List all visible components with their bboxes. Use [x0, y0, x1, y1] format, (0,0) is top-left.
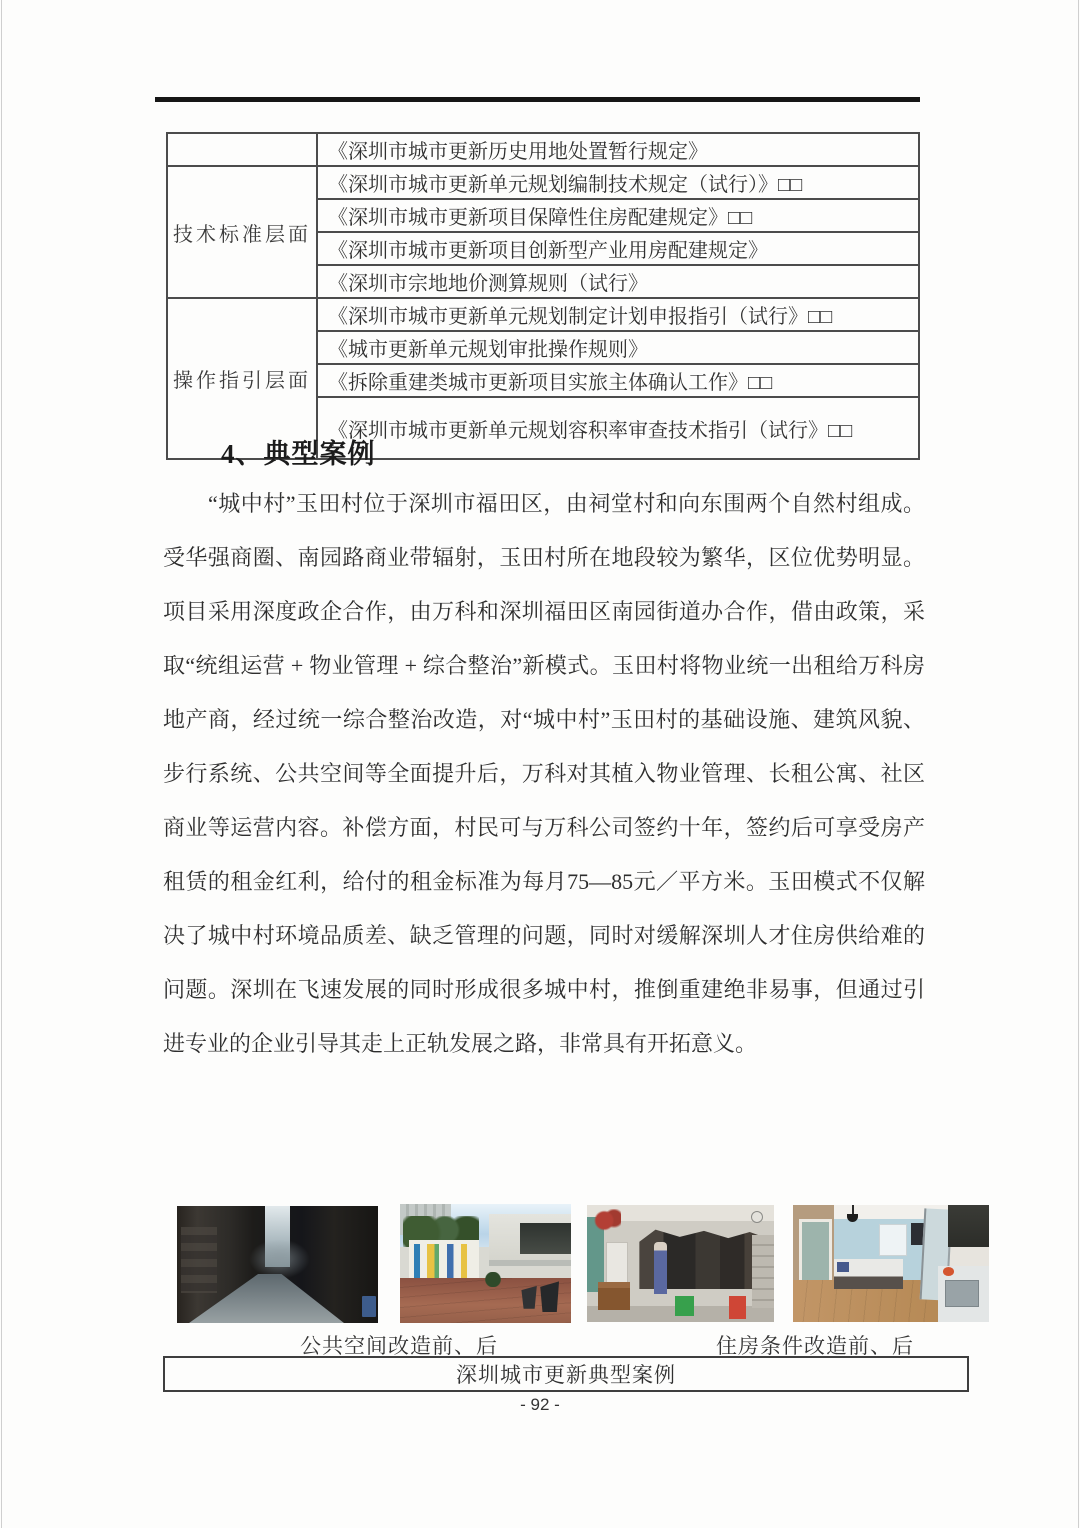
photo-red-decor: [593, 1209, 621, 1232]
photo-alley-glow: [249, 1239, 309, 1279]
photo-green-stool: [675, 1296, 694, 1316]
photo-wood-table: [598, 1282, 630, 1310]
photo-pergola: [520, 1223, 571, 1254]
table-label-technical-standards: 技术标准层面: [167, 166, 317, 298]
table-cell: 《深圳市城市更新项目保障性住房配建规定》□□: [317, 199, 919, 232]
photo-public-space-before: [177, 1206, 378, 1323]
caption-public-space: 公共空间改造前、后: [300, 1334, 498, 1358]
figure-title-box: 深圳城市更新典型案例: [163, 1356, 969, 1392]
table-cell: 《深圳市城市更新单元规划容积率审查技术指引（试行》□□: [317, 397, 919, 459]
photo-window: [879, 1224, 906, 1256]
photo-red-item: [943, 1267, 954, 1276]
policy-table: [166, 132, 920, 460]
photo-blue-bin: [362, 1296, 376, 1317]
page-number: - 92 -: [520, 1395, 560, 1414]
table-row: [167, 298, 919, 331]
photo-housing-before: [587, 1205, 774, 1322]
section-heading: 4、典型案例: [221, 439, 376, 469]
photo-housing-after: [793, 1205, 989, 1322]
header-rule: [155, 97, 920, 102]
table-cell: 《深圳市城市更新单元规划制定计划申报指引（试行》□□: [317, 298, 919, 331]
table-cell: 《深圳市城市更新项目创新型产业用房配建规定》: [317, 232, 919, 265]
photo-pillow: [837, 1262, 849, 1272]
photo-wall-clock: [751, 1211, 763, 1223]
photo-shelf: [752, 1235, 774, 1308]
photo-person: [654, 1242, 667, 1293]
scan-edge-left: [1, 0, 2, 1528]
photo-plant: [482, 1272, 504, 1287]
table-label-empty: [167, 133, 317, 166]
photo-left-wall-panels: [181, 1227, 217, 1293]
table-row: [167, 166, 919, 199]
scan-edge-right: [1078, 0, 1079, 1528]
table-label-operation-guidelines: 操作指引层面: [167, 298, 317, 459]
photo-public-space-after: [400, 1204, 571, 1323]
photo-red-stool: [729, 1296, 746, 1318]
caption-housing: 住房条件改造前、后: [716, 1334, 914, 1358]
table-cell: 《深圳市城市更新历史用地处置暂行规定》: [317, 133, 919, 166]
table-cell: 《深圳市宗地地价测算规则（试行》: [317, 265, 919, 298]
table-cell: 《拆除重建类城市更新项目实旅主体确认工作》□□: [317, 364, 919, 397]
table-row: [167, 133, 919, 166]
photo-sink-counter: [938, 1266, 989, 1322]
table-cell: 《城市更新单元规划审批操作规则》: [317, 331, 919, 364]
photo-dark-shelf: [948, 1205, 989, 1247]
table-cell: 《深圳市城市更新单元规划编制技术规定（试行）》□□: [317, 166, 919, 199]
photo-sink: [945, 1280, 979, 1307]
photo-bed: [834, 1259, 903, 1289]
body-paragraph: “城中村”玉田村位于深圳市福田区，由祠堂村和向东围两个自然村组成。受华强商圈、南园路商业带辐射，玉田村所在地段较为繁华，区位优势明显。项目采用深度政企合作，由万科和深圳福田区南园街道办合作，借由政策，采取“统组运营 + 物业管理 + 综合整治”新模式。玉田村将物业统一出租给万科房地产商，经过统一综合整治改造，对“城中村”玉田村的基础设施、建筑风貌、步行系统、公共空间等全面提升后，万科对其植入物业管理、长租公寓、社区商业等运营内容。补偿方面，村民可与万科公司签约十年，签约后可享受房产租赁的租金红利，给付的租金标准为每月75—85元／平方米。玉田模式不仅解决了城中村环境品质差、缺乏管理的问题，同时对缓解深圳人才住房供给难的问题。深圳在飞速发展的同时形成很多城中村，推倒重建绝非易事，但通过引进专业的企业引导其走上正轨发展之路，非常具有开拓意义。: [163, 491, 925, 1056]
